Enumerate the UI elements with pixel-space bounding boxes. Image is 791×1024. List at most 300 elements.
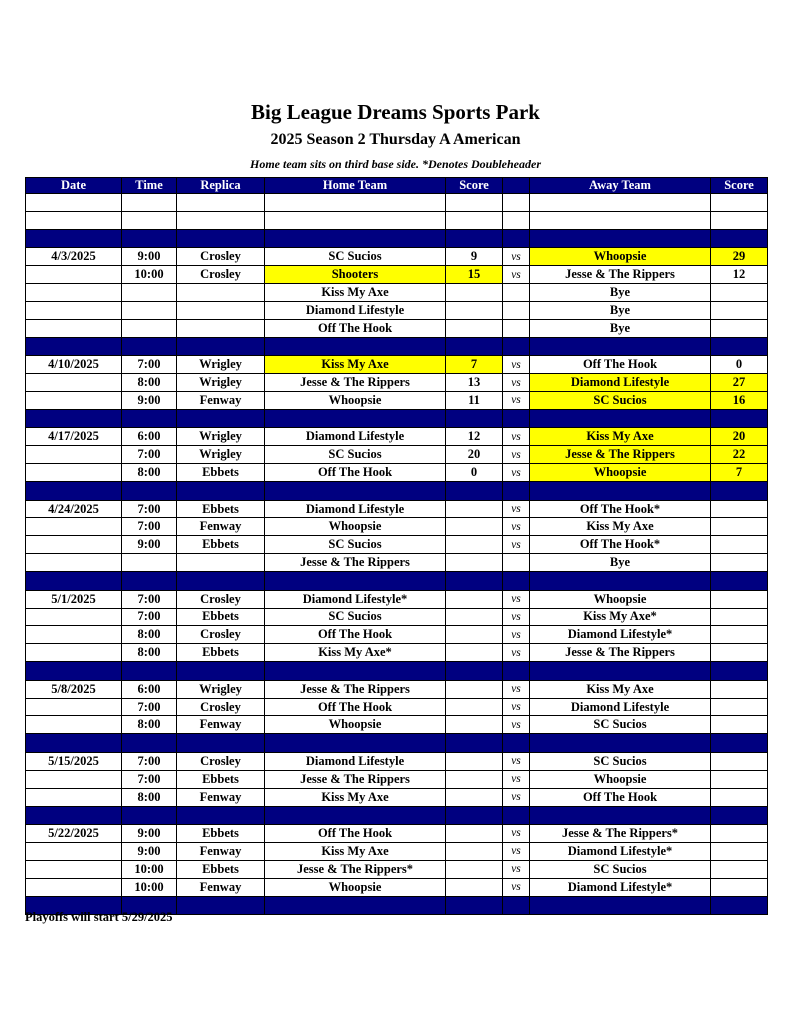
replica-cell: Wrigley bbox=[177, 356, 265, 374]
home-team-note: Home team sits on third base side. *Denotes Doubleheader bbox=[250, 157, 541, 171]
date-cell bbox=[26, 536, 122, 554]
away-score-cell bbox=[711, 590, 768, 608]
game-row bbox=[26, 319, 768, 337]
home-score-cell bbox=[446, 825, 503, 843]
schedule-body bbox=[26, 194, 768, 915]
blank-cell bbox=[711, 194, 768, 212]
blank-cell bbox=[177, 211, 265, 229]
away-team-cell: Off The Hook* bbox=[530, 500, 711, 518]
time-cell bbox=[122, 554, 177, 572]
replica-cell: Fenway bbox=[177, 518, 265, 536]
separator-cell bbox=[503, 896, 530, 915]
home-score-cell bbox=[446, 752, 503, 770]
blank-cell bbox=[177, 194, 265, 212]
separator-cell bbox=[503, 734, 530, 753]
away-score-cell bbox=[711, 788, 768, 806]
away-team-cell: Jesse & The Rippers bbox=[530, 446, 711, 464]
home-score-cell bbox=[446, 860, 503, 878]
vs-cell: vs bbox=[503, 716, 530, 734]
away-team-cell: Kiss My Axe bbox=[530, 680, 711, 698]
blank-cell bbox=[122, 194, 177, 212]
vs-cell: vs bbox=[503, 590, 530, 608]
separator-cell bbox=[503, 229, 530, 248]
separator-cell bbox=[446, 896, 503, 915]
separator-cell bbox=[530, 409, 711, 428]
home-team-cell: Jesse & The Rippers* bbox=[265, 860, 446, 878]
vs-cell: vs bbox=[503, 500, 530, 518]
date-cell bbox=[26, 842, 122, 860]
replica-cell: Ebbets bbox=[177, 860, 265, 878]
home-score-cell bbox=[446, 770, 503, 788]
replica-cell bbox=[177, 301, 265, 319]
home-score-cell: 0 bbox=[446, 464, 503, 482]
separator-cell bbox=[26, 229, 122, 248]
away-score-cell bbox=[711, 680, 768, 698]
home-score-cell bbox=[446, 698, 503, 716]
blank-cell bbox=[530, 194, 711, 212]
away-score-cell: 0 bbox=[711, 356, 768, 374]
vs-cell: vs bbox=[503, 248, 530, 266]
home-score-cell bbox=[446, 716, 503, 734]
replica-cell: Wrigley bbox=[177, 680, 265, 698]
away-team-cell: Whoopsie bbox=[530, 590, 711, 608]
separator-cell bbox=[26, 572, 122, 591]
home-score-cell bbox=[446, 842, 503, 860]
time-cell: 6:00 bbox=[122, 428, 177, 446]
home-score-cell bbox=[446, 878, 503, 896]
time-cell: 7:00 bbox=[122, 356, 177, 374]
replica-cell: Ebbets bbox=[177, 644, 265, 662]
separator-cell bbox=[26, 337, 122, 356]
game-row bbox=[26, 500, 768, 518]
separator-cell bbox=[177, 734, 265, 753]
game-row bbox=[26, 518, 768, 536]
date-cell bbox=[26, 266, 122, 284]
time-cell: 9:00 bbox=[122, 536, 177, 554]
separator-cell bbox=[265, 662, 446, 681]
away-team-cell: SC Sucios bbox=[530, 392, 711, 410]
date-cell bbox=[26, 554, 122, 572]
away-team-cell: Jesse & The Rippers bbox=[530, 644, 711, 662]
date-cell bbox=[26, 319, 122, 337]
game-row bbox=[26, 680, 768, 698]
game-row bbox=[26, 374, 768, 392]
header-row bbox=[26, 178, 768, 194]
away-team-cell: Off The Hook bbox=[530, 356, 711, 374]
game-row bbox=[26, 825, 768, 843]
col-header-date: Date bbox=[26, 178, 122, 194]
away-team-cell: SC Sucios bbox=[530, 716, 711, 734]
separator-cell bbox=[446, 734, 503, 753]
home-score-cell: 12 bbox=[446, 428, 503, 446]
game-row bbox=[26, 626, 768, 644]
away-score-cell bbox=[711, 500, 768, 518]
home-team-cell: Diamond Lifestyle bbox=[265, 500, 446, 518]
time-cell: 7:00 bbox=[122, 608, 177, 626]
separator-cell bbox=[503, 482, 530, 501]
separator-cell bbox=[26, 734, 122, 753]
time-cell: 8:00 bbox=[122, 788, 177, 806]
time-cell: 10:00 bbox=[122, 860, 177, 878]
home-score-cell bbox=[446, 500, 503, 518]
vs-cell bbox=[503, 284, 530, 302]
away-team-cell: Diamond Lifestyle bbox=[530, 698, 711, 716]
week-separator-row bbox=[26, 337, 768, 356]
separator-cell bbox=[265, 229, 446, 248]
home-team-cell: Diamond Lifestyle bbox=[265, 752, 446, 770]
home-score-cell: 11 bbox=[446, 392, 503, 410]
date-cell bbox=[26, 464, 122, 482]
game-row bbox=[26, 301, 768, 319]
vs-cell: vs bbox=[503, 860, 530, 878]
replica-cell: Crosley bbox=[177, 590, 265, 608]
replica-cell: Wrigley bbox=[177, 446, 265, 464]
separator-cell bbox=[122, 482, 177, 501]
blank-cell bbox=[265, 211, 446, 229]
away-score-cell bbox=[711, 860, 768, 878]
game-row bbox=[26, 356, 768, 374]
blank-cell bbox=[530, 211, 711, 229]
separator-cell bbox=[711, 806, 768, 825]
home-score-cell bbox=[446, 536, 503, 554]
page-title: Big League Dreams Sports Park bbox=[251, 100, 540, 124]
home-score-cell bbox=[446, 608, 503, 626]
away-score-cell bbox=[711, 518, 768, 536]
away-score-cell: 27 bbox=[711, 374, 768, 392]
game-row bbox=[26, 392, 768, 410]
separator-cell bbox=[711, 409, 768, 428]
home-score-cell bbox=[446, 284, 503, 302]
home-team-cell: Diamond Lifestyle bbox=[265, 428, 446, 446]
vs-cell: vs bbox=[503, 374, 530, 392]
away-score-cell: 29 bbox=[711, 248, 768, 266]
replica-cell: Fenway bbox=[177, 788, 265, 806]
away-score-cell bbox=[711, 284, 768, 302]
home-score-cell: 9 bbox=[446, 248, 503, 266]
home-score-cell bbox=[446, 644, 503, 662]
away-team-cell: Bye bbox=[530, 284, 711, 302]
separator-cell bbox=[503, 337, 530, 356]
home-team-cell: Diamond Lifestyle bbox=[265, 301, 446, 319]
separator-cell bbox=[265, 482, 446, 501]
away-score-cell bbox=[711, 319, 768, 337]
separator-cell bbox=[530, 896, 711, 915]
home-team-cell: Off The Hook bbox=[265, 825, 446, 843]
game-row bbox=[26, 446, 768, 464]
separator-cell bbox=[711, 896, 768, 915]
time-cell: 10:00 bbox=[122, 266, 177, 284]
away-team-cell: SC Sucios bbox=[530, 860, 711, 878]
home-score-cell bbox=[446, 301, 503, 319]
game-row bbox=[26, 464, 768, 482]
blank-cell bbox=[26, 194, 122, 212]
separator-cell bbox=[26, 482, 122, 501]
separator-cell bbox=[122, 229, 177, 248]
col-header-away-team: Away Team bbox=[530, 178, 711, 194]
away-score-cell bbox=[711, 770, 768, 788]
separator-cell bbox=[711, 734, 768, 753]
vs-cell: vs bbox=[503, 698, 530, 716]
blank-row bbox=[26, 194, 768, 212]
date-cell: 5/8/2025 bbox=[26, 680, 122, 698]
separator-cell bbox=[177, 662, 265, 681]
game-row bbox=[26, 770, 768, 788]
time-cell: 9:00 bbox=[122, 248, 177, 266]
home-score-cell bbox=[446, 626, 503, 644]
date-cell bbox=[26, 860, 122, 878]
time-cell bbox=[122, 319, 177, 337]
home-team-cell: Whoopsie bbox=[265, 878, 446, 896]
date-cell bbox=[26, 608, 122, 626]
blank-cell bbox=[265, 194, 446, 212]
away-score-cell: 22 bbox=[711, 446, 768, 464]
col-header-home-team: Home Team bbox=[265, 178, 446, 194]
replica-cell: Ebbets bbox=[177, 825, 265, 843]
vs-cell: vs bbox=[503, 825, 530, 843]
away-team-cell: Kiss My Axe bbox=[530, 428, 711, 446]
time-cell: 8:00 bbox=[122, 716, 177, 734]
away-score-cell bbox=[711, 716, 768, 734]
separator-cell bbox=[446, 337, 503, 356]
time-cell: 7:00 bbox=[122, 590, 177, 608]
col-header-away-score: Score bbox=[711, 178, 768, 194]
game-row bbox=[26, 860, 768, 878]
date-cell bbox=[26, 788, 122, 806]
separator-cell bbox=[503, 409, 530, 428]
vs-cell: vs bbox=[503, 446, 530, 464]
replica-cell: Crosley bbox=[177, 698, 265, 716]
vs-cell bbox=[503, 301, 530, 319]
away-score-cell bbox=[711, 825, 768, 843]
home-team-cell: Jesse & The Rippers bbox=[265, 770, 446, 788]
away-score-cell bbox=[711, 608, 768, 626]
separator-cell bbox=[265, 572, 446, 591]
home-team-cell: Whoopsie bbox=[265, 716, 446, 734]
time-cell: 9:00 bbox=[122, 825, 177, 843]
away-score-cell bbox=[711, 536, 768, 554]
time-cell: 8:00 bbox=[122, 644, 177, 662]
date-cell bbox=[26, 518, 122, 536]
time-cell: 7:00 bbox=[122, 752, 177, 770]
home-score-cell bbox=[446, 680, 503, 698]
separator-cell bbox=[122, 734, 177, 753]
time-cell: 7:00 bbox=[122, 446, 177, 464]
away-score-cell: 7 bbox=[711, 464, 768, 482]
vs-cell: vs bbox=[503, 752, 530, 770]
separator-cell bbox=[446, 662, 503, 681]
blank-cell bbox=[711, 211, 768, 229]
replica-cell: Ebbets bbox=[177, 608, 265, 626]
separator-cell bbox=[177, 572, 265, 591]
separator-cell bbox=[711, 572, 768, 591]
week-separator-row bbox=[26, 806, 768, 825]
vs-cell: vs bbox=[503, 518, 530, 536]
home-score-cell bbox=[446, 518, 503, 536]
separator-cell bbox=[503, 806, 530, 825]
vs-cell: vs bbox=[503, 464, 530, 482]
vs-cell: vs bbox=[503, 680, 530, 698]
time-cell: 7:00 bbox=[122, 770, 177, 788]
date-cell: 4/17/2025 bbox=[26, 428, 122, 446]
replica-cell: Ebbets bbox=[177, 464, 265, 482]
date-cell bbox=[26, 284, 122, 302]
schedule-table bbox=[25, 177, 768, 915]
game-row bbox=[26, 752, 768, 770]
home-team-cell: Diamond Lifestyle* bbox=[265, 590, 446, 608]
home-team-cell: Whoopsie bbox=[265, 518, 446, 536]
vs-cell: vs bbox=[503, 626, 530, 644]
separator-cell bbox=[530, 482, 711, 501]
away-team-cell: Diamond Lifestyle* bbox=[530, 842, 711, 860]
separator-cell bbox=[177, 896, 265, 915]
replica-cell: Fenway bbox=[177, 878, 265, 896]
blank-cell bbox=[503, 211, 530, 229]
separator-cell bbox=[530, 806, 711, 825]
week-separator-row bbox=[26, 229, 768, 248]
week-separator-row bbox=[26, 734, 768, 753]
home-score-cell bbox=[446, 788, 503, 806]
separator-cell bbox=[503, 572, 530, 591]
week-separator-row bbox=[26, 482, 768, 501]
season-subtitle: 2025 Season 2 Thursday A American bbox=[270, 131, 521, 148]
replica-cell: Fenway bbox=[177, 392, 265, 410]
away-team-cell: Whoopsie bbox=[530, 464, 711, 482]
home-team-cell: Whoopsie bbox=[265, 392, 446, 410]
home-team-cell: Kiss My Axe bbox=[265, 842, 446, 860]
vs-cell: vs bbox=[503, 770, 530, 788]
separator-cell bbox=[530, 572, 711, 591]
separator-cell bbox=[530, 229, 711, 248]
game-row bbox=[26, 716, 768, 734]
away-team-cell: SC Sucios bbox=[530, 752, 711, 770]
home-team-cell: Jesse & The Rippers bbox=[265, 554, 446, 572]
home-team-cell: Off The Hook bbox=[265, 698, 446, 716]
vs-cell: vs bbox=[503, 608, 530, 626]
home-team-cell: Off The Hook bbox=[265, 626, 446, 644]
separator-cell bbox=[446, 572, 503, 591]
home-score-cell: 15 bbox=[446, 266, 503, 284]
col-header-vs bbox=[503, 178, 530, 194]
game-row bbox=[26, 284, 768, 302]
game-row bbox=[26, 842, 768, 860]
time-cell: 9:00 bbox=[122, 842, 177, 860]
time-cell: 8:00 bbox=[122, 374, 177, 392]
blank-cell bbox=[26, 211, 122, 229]
separator-cell bbox=[26, 409, 122, 428]
separator-cell bbox=[265, 409, 446, 428]
date-cell: 4/3/2025 bbox=[26, 248, 122, 266]
separator-cell bbox=[122, 337, 177, 356]
vs-cell: vs bbox=[503, 392, 530, 410]
col-header-replica: Replica bbox=[177, 178, 265, 194]
home-team-cell: SC Sucios bbox=[265, 608, 446, 626]
date-cell: 5/22/2025 bbox=[26, 825, 122, 843]
away-team-cell: Whoopsie bbox=[530, 770, 711, 788]
home-score-cell bbox=[446, 554, 503, 572]
date-cell bbox=[26, 644, 122, 662]
separator-cell bbox=[530, 734, 711, 753]
date-cell bbox=[26, 301, 122, 319]
away-team-cell: Whoopsie bbox=[530, 248, 711, 266]
replica-cell: Crosley bbox=[177, 248, 265, 266]
away-score-cell bbox=[711, 698, 768, 716]
vs-cell: vs bbox=[503, 356, 530, 374]
date-cell bbox=[26, 878, 122, 896]
game-row bbox=[26, 536, 768, 554]
time-cell: 8:00 bbox=[122, 626, 177, 644]
game-row bbox=[26, 554, 768, 572]
separator-cell bbox=[503, 662, 530, 681]
away-score-cell bbox=[711, 842, 768, 860]
time-cell: 7:00 bbox=[122, 518, 177, 536]
separator-cell bbox=[265, 734, 446, 753]
game-row bbox=[26, 644, 768, 662]
game-row bbox=[26, 590, 768, 608]
away-score-cell bbox=[711, 554, 768, 572]
separator-cell bbox=[265, 337, 446, 356]
away-score-cell: 16 bbox=[711, 392, 768, 410]
blank-cell bbox=[446, 211, 503, 229]
home-team-cell: SC Sucios bbox=[265, 446, 446, 464]
time-cell: 9:00 bbox=[122, 392, 177, 410]
time-cell bbox=[122, 301, 177, 319]
col-header-home-score: Score bbox=[446, 178, 503, 194]
blank-row bbox=[26, 211, 768, 229]
week-separator-row bbox=[26, 572, 768, 591]
away-team-cell: Off The Hook* bbox=[530, 536, 711, 554]
away-team-cell: Jesse & The Rippers* bbox=[530, 825, 711, 843]
replica-cell: Ebbets bbox=[177, 536, 265, 554]
separator-cell bbox=[177, 482, 265, 501]
separator-cell bbox=[122, 662, 177, 681]
separator-cell bbox=[711, 482, 768, 501]
game-row bbox=[26, 608, 768, 626]
away-score-cell bbox=[711, 301, 768, 319]
home-team-cell: Kiss My Axe bbox=[265, 788, 446, 806]
home-score-cell bbox=[446, 590, 503, 608]
separator-cell bbox=[122, 806, 177, 825]
replica-cell: Fenway bbox=[177, 842, 265, 860]
away-team-cell: Kiss My Axe bbox=[530, 518, 711, 536]
separator-cell bbox=[530, 662, 711, 681]
away-team-cell: Diamond Lifestyle* bbox=[530, 626, 711, 644]
home-score-cell: 20 bbox=[446, 446, 503, 464]
home-team-cell: Shooters bbox=[265, 266, 446, 284]
away-team-cell: Diamond Lifestyle* bbox=[530, 878, 711, 896]
week-separator-row bbox=[26, 409, 768, 428]
separator-cell bbox=[446, 229, 503, 248]
date-cell bbox=[26, 770, 122, 788]
vs-cell bbox=[503, 554, 530, 572]
home-team-cell: SC Sucios bbox=[265, 248, 446, 266]
replica-cell: Crosley bbox=[177, 626, 265, 644]
away-team-cell: Off The Hook bbox=[530, 788, 711, 806]
replica-cell bbox=[177, 554, 265, 572]
home-team-cell: Kiss My Axe bbox=[265, 356, 446, 374]
away-score-cell bbox=[711, 752, 768, 770]
vs-cell: vs bbox=[503, 536, 530, 554]
vs-cell: vs bbox=[503, 266, 530, 284]
vs-cell: vs bbox=[503, 428, 530, 446]
replica-cell bbox=[177, 284, 265, 302]
game-row bbox=[26, 788, 768, 806]
game-row bbox=[26, 878, 768, 896]
separator-cell bbox=[530, 337, 711, 356]
separator-cell bbox=[122, 572, 177, 591]
date-cell bbox=[26, 626, 122, 644]
home-score-cell bbox=[446, 319, 503, 337]
home-team-cell: Kiss My Axe bbox=[265, 284, 446, 302]
